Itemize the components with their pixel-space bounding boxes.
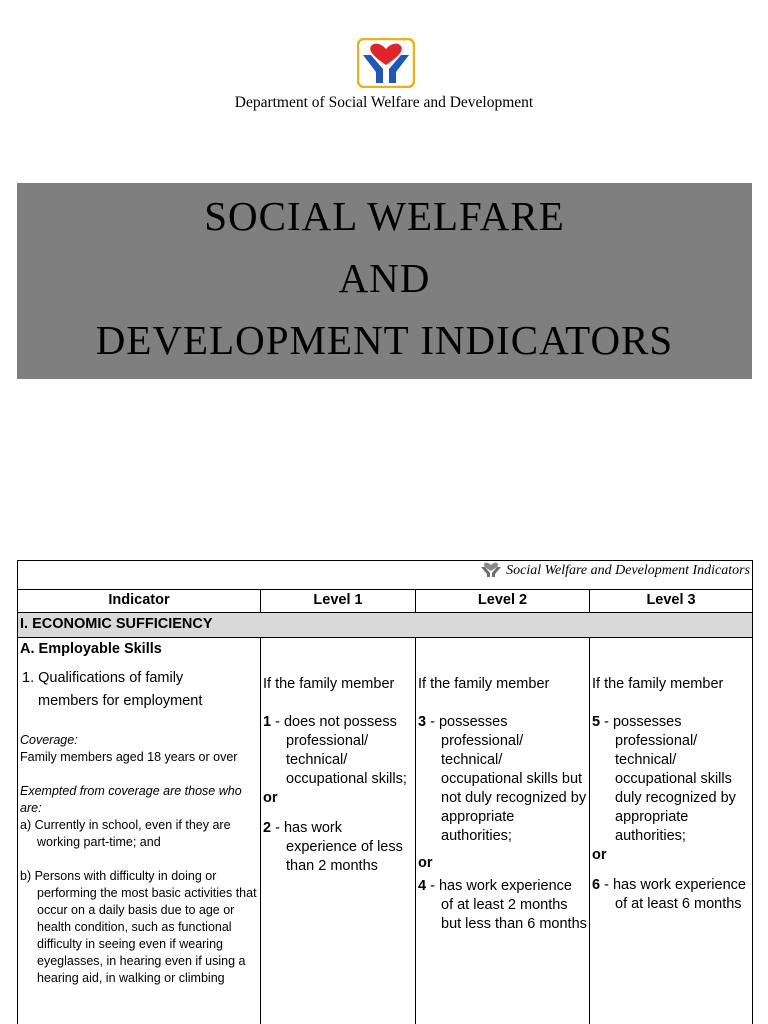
level-1-cell [261, 638, 416, 1024]
level-2-intro: If the family member [418, 676, 550, 692]
indicator-title-line-2: members for employment [38, 693, 203, 709]
level-2-or: or [418, 855, 433, 871]
banner-line-2: AND [338, 255, 431, 301]
indicator-cell [18, 638, 261, 1024]
col-header-indicator: Indicator [18, 590, 261, 613]
banner-line-3: DEVELOPMENT INDICATORS [95, 317, 674, 363]
level-1-option-b-number: 2 [263, 820, 272, 836]
level-1-option-b-text: - has work experience of less than 2 months [271, 820, 403, 874]
exempted-label: Exempted from coverage are those who are: [20, 784, 242, 815]
exempt-item-b: b) Persons with difficulty in doing or performing the most basic activities that occur on a daily basis due to age or health condition, such as functional difficulty in seeing even if wearing eyeglasses, in hearing even if using a hearing aid, in walking or climbing [20, 869, 257, 985]
level-2-option-a [418, 713, 587, 846]
level-1-option-a [263, 713, 413, 789]
table-caption [18, 561, 753, 590]
level-3-option-a-text: - possesses professional/ technical/ occupational skills duly recognized by appropriate authorities; [600, 714, 736, 844]
level-3-option-a-number: 5 [592, 714, 601, 730]
exempt-item-a: a) Currently in school, even if they are working part-time; and [20, 818, 231, 849]
level-2-cell [416, 638, 590, 1024]
table-caption-text: Social Welfare and Development Indicators [506, 563, 751, 578]
level-3-cell [590, 638, 753, 1024]
level-3-or: or [592, 847, 607, 863]
level-1-option-b [263, 819, 413, 876]
level-2-option-a-text: - possesses professional/ technical/ occupational skills but not duly recognized by appropriate authorities; [426, 714, 587, 844]
level-3-option-b [592, 876, 750, 914]
level-1-option-a-text: - does not possess professional/ technical/ occupational skills; [271, 714, 407, 787]
indicator-title-line-1: Qualifications of family [38, 670, 184, 686]
level-1-option-a-number: 1 [263, 714, 272, 730]
section-title: I. ECONOMIC SUFFICIENCY [18, 613, 753, 638]
col-header-level-1: Level 1 [261, 590, 416, 613]
table-header-row [18, 590, 753, 613]
col-header-level-2: Level 2 [416, 590, 590, 613]
level-1-intro: If the family member [263, 676, 395, 692]
table-caption-row [18, 561, 753, 590]
section-row [18, 613, 753, 638]
coverage-label: Coverage: [20, 733, 78, 747]
coverage-text: Family members aged 18 years or over [20, 750, 238, 764]
subsection-title: A. Employable Skills [20, 641, 162, 657]
department-name: Department of Social Welfare and Development [234, 94, 534, 111]
level-3-intro: If the family member [592, 676, 724, 692]
dswd-logo-icon [357, 38, 415, 88]
indicator-title [20, 667, 258, 713]
indicator-number: 1. [22, 670, 35, 686]
title-banner [17, 183, 752, 379]
banner-line-1: SOCIAL WELFARE [204, 193, 565, 239]
level-3-option-b-text: - has work experience of at least 6 months [600, 877, 746, 912]
level-1-or: or [263, 790, 278, 806]
dswd-small-logo-icon [480, 561, 502, 582]
level-3-option-b-number: 6 [592, 877, 601, 893]
level-2-option-b-text: - has work experience of at least 2 months but less than 6 months [426, 878, 587, 932]
level-2-option-b [418, 877, 587, 934]
indicators-table [17, 560, 753, 1024]
col-header-level-3: Level 3 [590, 590, 753, 613]
table-row [18, 638, 753, 1024]
level-2-option-a-number: 3 [418, 714, 427, 730]
level-2-option-b-number: 4 [418, 878, 427, 894]
level-3-option-a [592, 713, 750, 846]
